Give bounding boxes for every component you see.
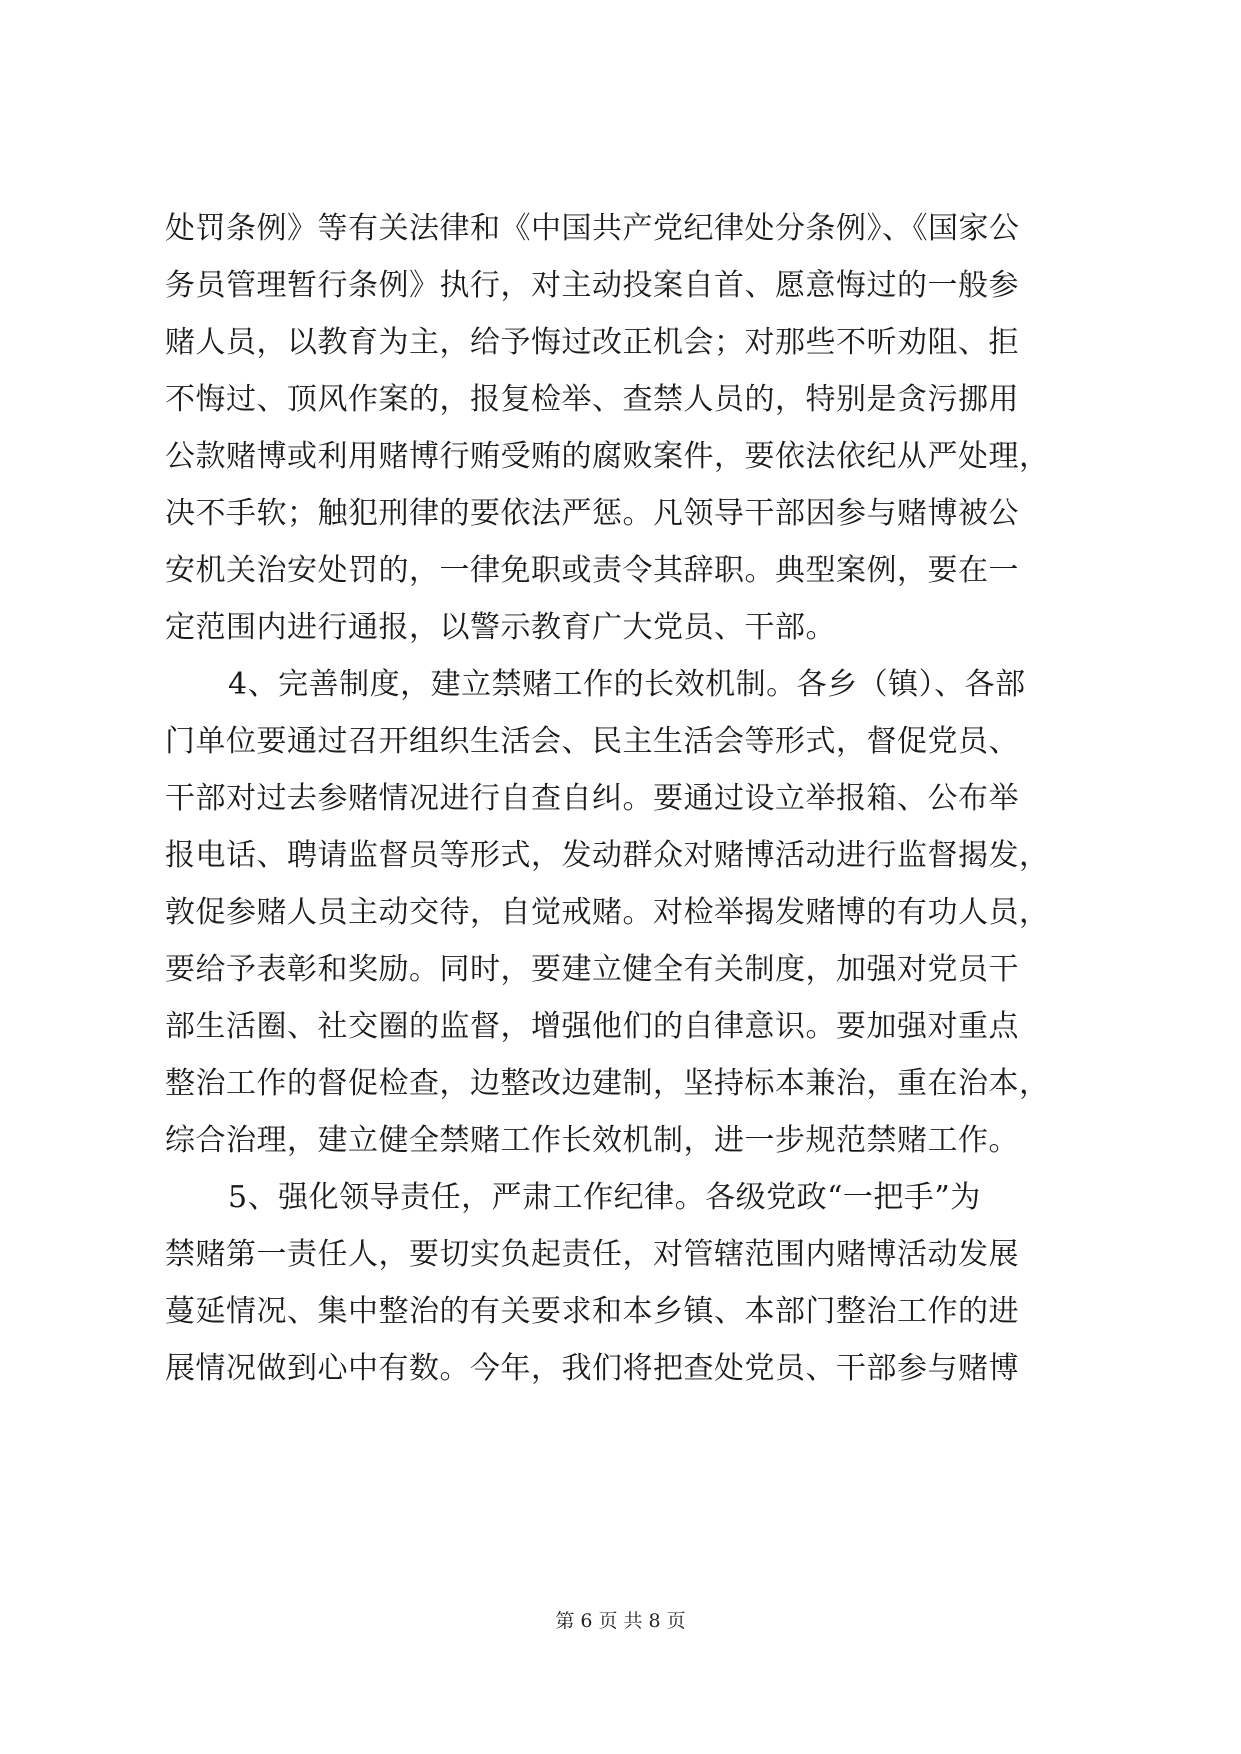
page-number-footer: 第 6 页 共 8 页: [555, 1610, 686, 1632]
text-line: 不悔过、顶风作案的，报复检举、查禁人员的，特别是贪污挪用: [165, 382, 1019, 417]
paragraph-start-line: 4、完善制度，建立禁赌工作的长效机制。各乡（镇）、各部: [228, 667, 1026, 702]
text-line: 要给予表彰和奖励。同时，要建立健全有关制度，加强对党员干: [165, 952, 1019, 987]
text-line: 处罚条例》等有关法律和《中国共产党纪律处分条例》、《国家公: [165, 211, 1020, 246]
text-line: 综合治理，建立健全禁赌工作长效机制，进一步规范禁赌工作。: [165, 1123, 1019, 1158]
text-line: 决不手软；触犯刑律的要依法严惩。凡领导干部因参与赌博被公: [165, 496, 1019, 531]
text-line: 整治工作的督促检查，边整改边建制，坚持标本兼治，重在治本，: [165, 1066, 1050, 1101]
text-line: 公款赌博或利用赌博行贿受贿的腐败案件，要依法依纪从严处理，: [165, 439, 1050, 474]
text-line: 部生活圈、社交圈的监督，增强他们的自律意识。要加强对重点: [165, 1009, 1019, 1044]
text-line: 干部对过去参赌情况进行自查自纠。要通过设立举报箱、公布举: [165, 781, 1019, 816]
paragraph-start-line: 5、强化领导责任，严肃工作纪律。各级党政“一把手”为: [228, 1180, 981, 1215]
text-line: 门单位要通过召开组织生活会、民主生活会等形式，督促党员、: [165, 724, 1019, 759]
text-line: 安机关治安处罚的，一律免职或责令其辞职。典型案例，要在一: [165, 553, 1019, 588]
text-line: 定范围内进行通报，以警示教育广大党员、干部。: [165, 610, 836, 645]
text-line: 报电话、聘请监督员等形式，发动群众对赌博活动进行监督揭发，: [165, 838, 1050, 873]
text-line: 敦促参赌人员主动交待，自觉戒赌。对检举揭发赌博的有功人员，: [165, 895, 1050, 930]
text-line: 展情况做到心中有数。今年，我们将把查处党员、干部参与赌博: [165, 1351, 1019, 1386]
text-line: 赌人员，以教育为主，给予悔过改正机会；对那些不听劝阻、拒: [165, 325, 1019, 360]
text-line: 蔓延情况、集中整治的有关要求和本乡镇、本部门整治工作的进: [165, 1294, 1019, 1329]
text-line: 禁赌第一责任人，要切实负起责任，对管辖范围内赌博活动发展: [165, 1237, 1019, 1272]
text-line: 务员管理暂行条例》执行，对主动投案自首、愿意悔过的一般参: [165, 268, 1019, 303]
